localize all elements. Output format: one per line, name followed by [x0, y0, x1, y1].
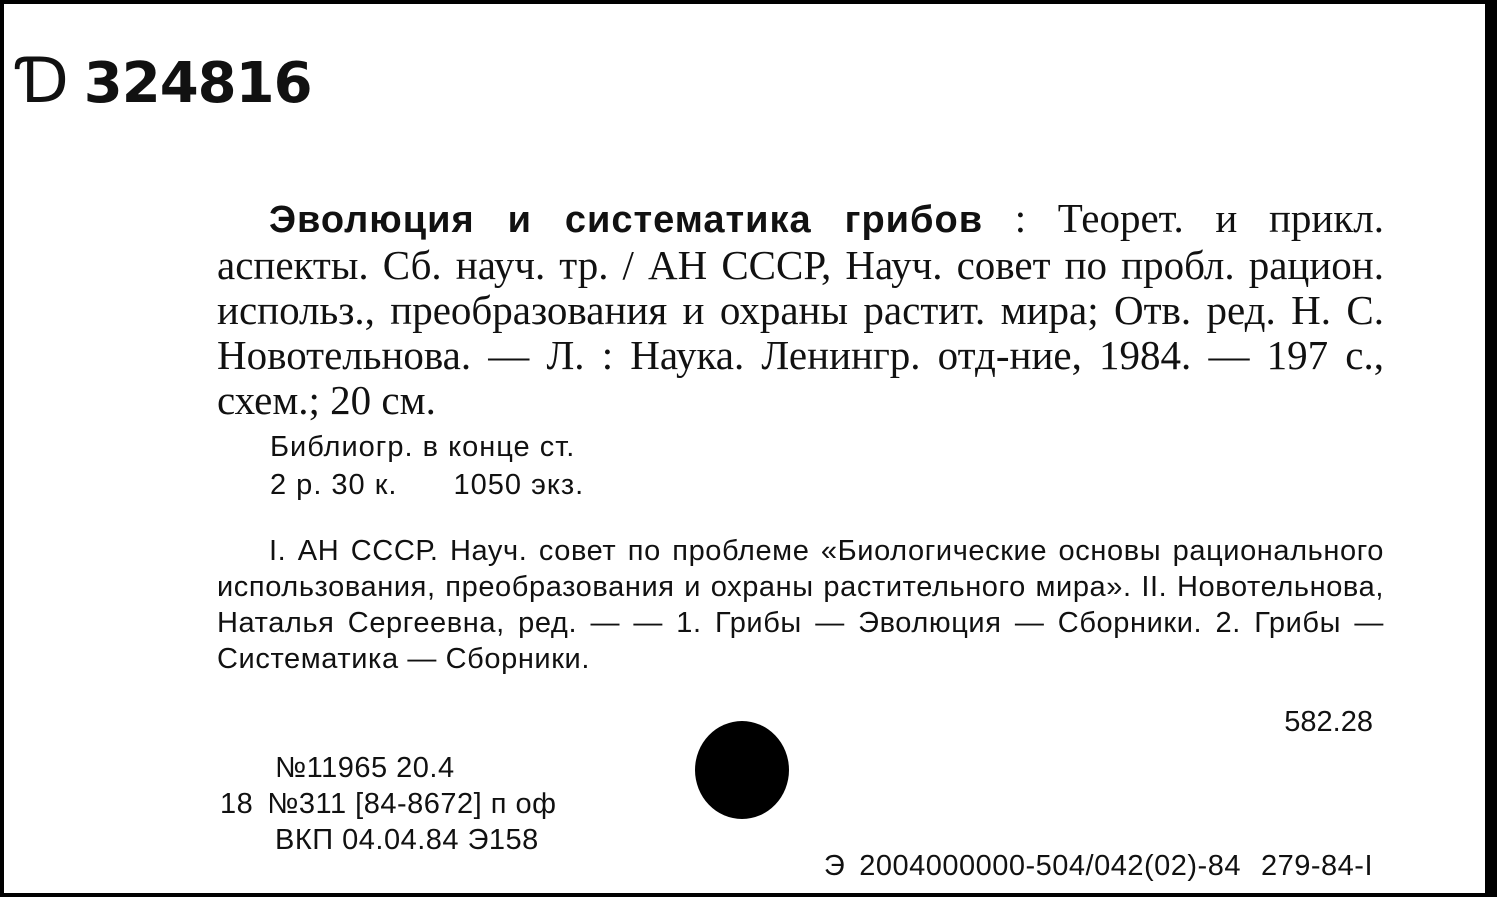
copies: 1050 экз.	[453, 469, 585, 501]
inventory-mark-symbol: Ɗ	[18, 44, 68, 117]
order-info	[220, 750, 557, 858]
bibliographic-entry	[217, 196, 1384, 423]
inventory-number: 324816	[83, 51, 312, 116]
inventory-mark	[18, 44, 312, 117]
bibliography-note: Библиогр. в конце ст.	[270, 431, 576, 463]
punch-hole	[695, 721, 789, 819]
price-line	[270, 466, 584, 504]
order-line-3: ВКП 04.04.84 Э158	[275, 824, 539, 856]
code-prefix: Э	[823, 850, 846, 882]
classification-code	[824, 850, 1373, 883]
entry-description: : Теорет. и прикл. аспекты. Сб. науч. тр. / АН СССР, Науч. совет по пробл. рацион. использ., преобразования и охраны растит. мира; Отв. ред. Н. С. Новотельнова. — Л. : Наука. Ленингр. отд-ние, 1984. — 197 с., схем.; 20 см.	[217, 195, 1385, 423]
code-number: 2004000000-504/042(02)-84	[859, 850, 1241, 882]
order-line-1: №11965 20.4	[275, 752, 455, 784]
udc-index: 582.28	[1284, 706, 1373, 738]
notes	[270, 428, 584, 504]
tracing: I. АН СССР. Науч. совет по проблеме «Биологические основы рационального использования, преобразования и охраны растительного мира». II. Новотельнова, Наталья Сергеевна, ред. — — 1. Грибы — Эволюция — Сборники. 2. Грибы — Систематика — Сборники.	[217, 535, 1384, 675]
order-line-2	[220, 786, 557, 822]
order-line-2-number: 18	[220, 788, 254, 820]
price: 2 р. 30 к.	[270, 469, 398, 501]
catalog-card	[4, 4, 1493, 893]
card-number: 279-84-I	[1260, 850, 1373, 882]
entry-title: Эволюция и систематика грибов	[269, 199, 984, 241]
order-line-2-text: №311 [84-8672] п оф	[267, 788, 557, 820]
